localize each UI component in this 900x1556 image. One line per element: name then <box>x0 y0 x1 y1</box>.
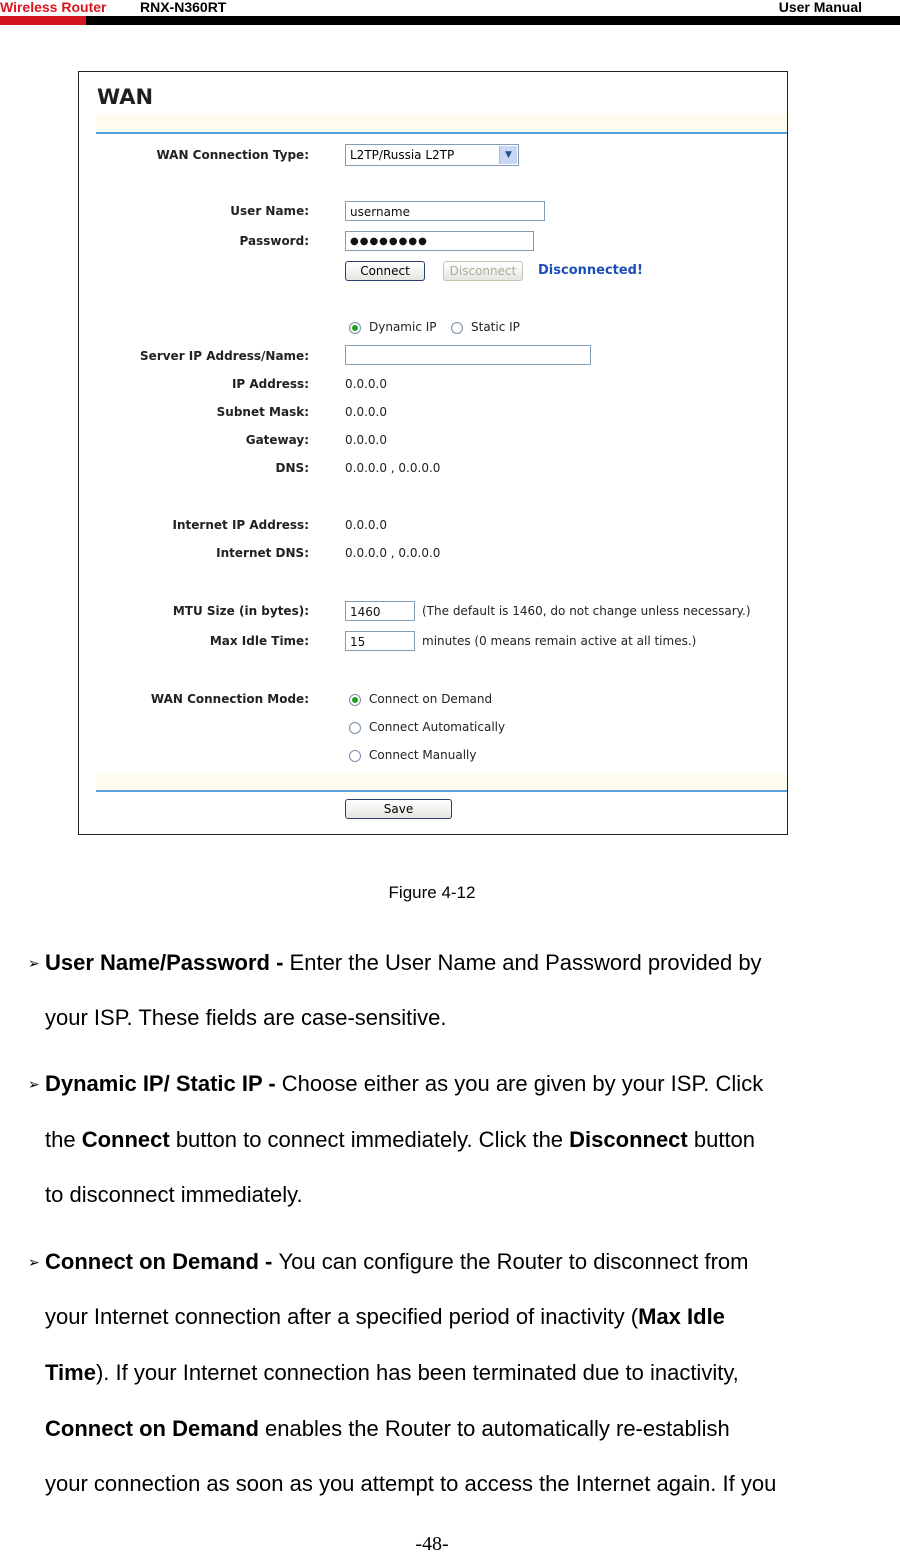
connection-type-label: WAN Connection Type: <box>156 148 309 162</box>
mode-manual-label: Connect Manually <box>369 748 477 762</box>
chevron-down-icon[interactable]: ▼ <box>499 146 517 164</box>
text-line: Time). If your Internet connection has been terminated due to inactivity, <box>45 1360 739 1385</box>
connection-type-value: L2TP/Russia L2TP <box>350 148 455 162</box>
header-bar-black <box>86 16 900 25</box>
dynamic-ip-radio[interactable] <box>349 322 361 334</box>
header-manual: User Manual <box>778 0 862 15</box>
username-label: User Name: <box>230 204 309 218</box>
mode-manual-radio[interactable] <box>349 750 361 762</box>
rule-bottom <box>96 790 787 792</box>
band-bottom <box>96 772 787 790</box>
username-input[interactable]: username <box>345 201 545 221</box>
subnet-value: 0.0.0.0 <box>345 405 387 419</box>
page-number: -48- <box>415 1533 449 1555</box>
mtu-hint: (The default is 1460, do not change unless necessary.) <box>422 604 751 618</box>
password-label: Password: <box>239 234 309 248</box>
internet-ip-value: 0.0.0.0 <box>345 518 387 532</box>
text-line: Connect on Demand - You can configure the Router to disconnect from <box>45 1249 749 1274</box>
internet-dns-value: 0.0.0.0 , 0.0.0.0 <box>345 546 441 560</box>
ip-value: 0.0.0.0 <box>345 377 387 391</box>
connection-status: Disconnected! <box>538 263 643 278</box>
static-ip-label: Static IP <box>471 320 520 334</box>
connect-button[interactable]: Connect <box>345 261 425 281</box>
password-input[interactable]: ●●●●●●●● <box>345 231 534 251</box>
ip-label: IP Address: <box>231 377 309 391</box>
text-line: your Internet connection after a specified period of inactivity (Max Idle <box>45 1304 725 1329</box>
header-model: RNX-N360RT <box>140 0 227 15</box>
mode-auto-radio[interactable] <box>349 722 361 734</box>
text-line: User Name/Password - Enter the User Name and Password provided by <box>45 950 762 975</box>
text-line: Connect on Demand enables the Router to automatically re-establish <box>45 1416 730 1441</box>
mtu-input[interactable]: 1460 <box>345 601 415 621</box>
arrow-bullet-icon: ➢ <box>28 1076 40 1092</box>
text-line: your connection as soon as you attempt to access the Internet again. If you <box>45 1471 777 1496</box>
band-top <box>96 114 787 134</box>
dynamic-ip-label: Dynamic IP <box>369 320 437 334</box>
connection-type-select[interactable] <box>345 144 519 166</box>
rule-top <box>96 132 787 134</box>
idle-input[interactable]: 15 <box>345 631 415 651</box>
arrow-bullet-icon: ➢ <box>28 1254 40 1270</box>
text-line: to disconnect immediately. <box>45 1182 303 1207</box>
mode-label: WAN Connection Mode: <box>150 692 309 706</box>
gateway-value: 0.0.0.0 <box>345 433 387 447</box>
text-line: your ISP. These fields are case-sensitive. <box>45 1005 447 1030</box>
server-input[interactable] <box>345 345 591 365</box>
text-line: Dynamic IP/ Static IP - Choose either as you are given by your ISP. Click <box>45 1071 764 1096</box>
wan-screenshot <box>78 71 788 835</box>
mtu-label: MTU Size (in bytes): <box>172 604 309 618</box>
gateway-label: Gateway: <box>245 433 309 447</box>
server-label: Server IP Address/Name: <box>140 349 309 363</box>
subnet-label: Subnet Mask: <box>216 405 309 419</box>
dns-label: DNS: <box>275 461 309 475</box>
text-line: the Connect button to connect immediately. Click the Disconnect button <box>45 1127 756 1152</box>
figure-caption: Figure 4-12 <box>388 883 476 902</box>
header-brand: Wireless Router <box>0 0 107 15</box>
mode-demand-radio[interactable] <box>349 694 361 706</box>
page-header <box>0 0 900 26</box>
internet-ip-label: Internet IP Address: <box>172 518 309 532</box>
header-bar-red <box>0 16 86 25</box>
arrow-bullet-icon: ➢ <box>28 955 40 971</box>
dns-value: 0.0.0.0 , 0.0.0.0 <box>345 461 441 475</box>
disconnect-button[interactable]: Disconnect <box>443 261 523 281</box>
save-button[interactable]: Save <box>345 799 452 819</box>
idle-hint: minutes (0 means remain active at all times.) <box>422 634 697 648</box>
idle-label: Max Idle Time: <box>209 634 309 648</box>
mode-demand-label: Connect on Demand <box>369 692 493 706</box>
static-ip-radio[interactable] <box>451 322 463 334</box>
wan-title: WAN <box>97 85 154 109</box>
mode-auto-label: Connect Automatically <box>369 720 506 734</box>
internet-dns-label: Internet DNS: <box>216 546 309 560</box>
